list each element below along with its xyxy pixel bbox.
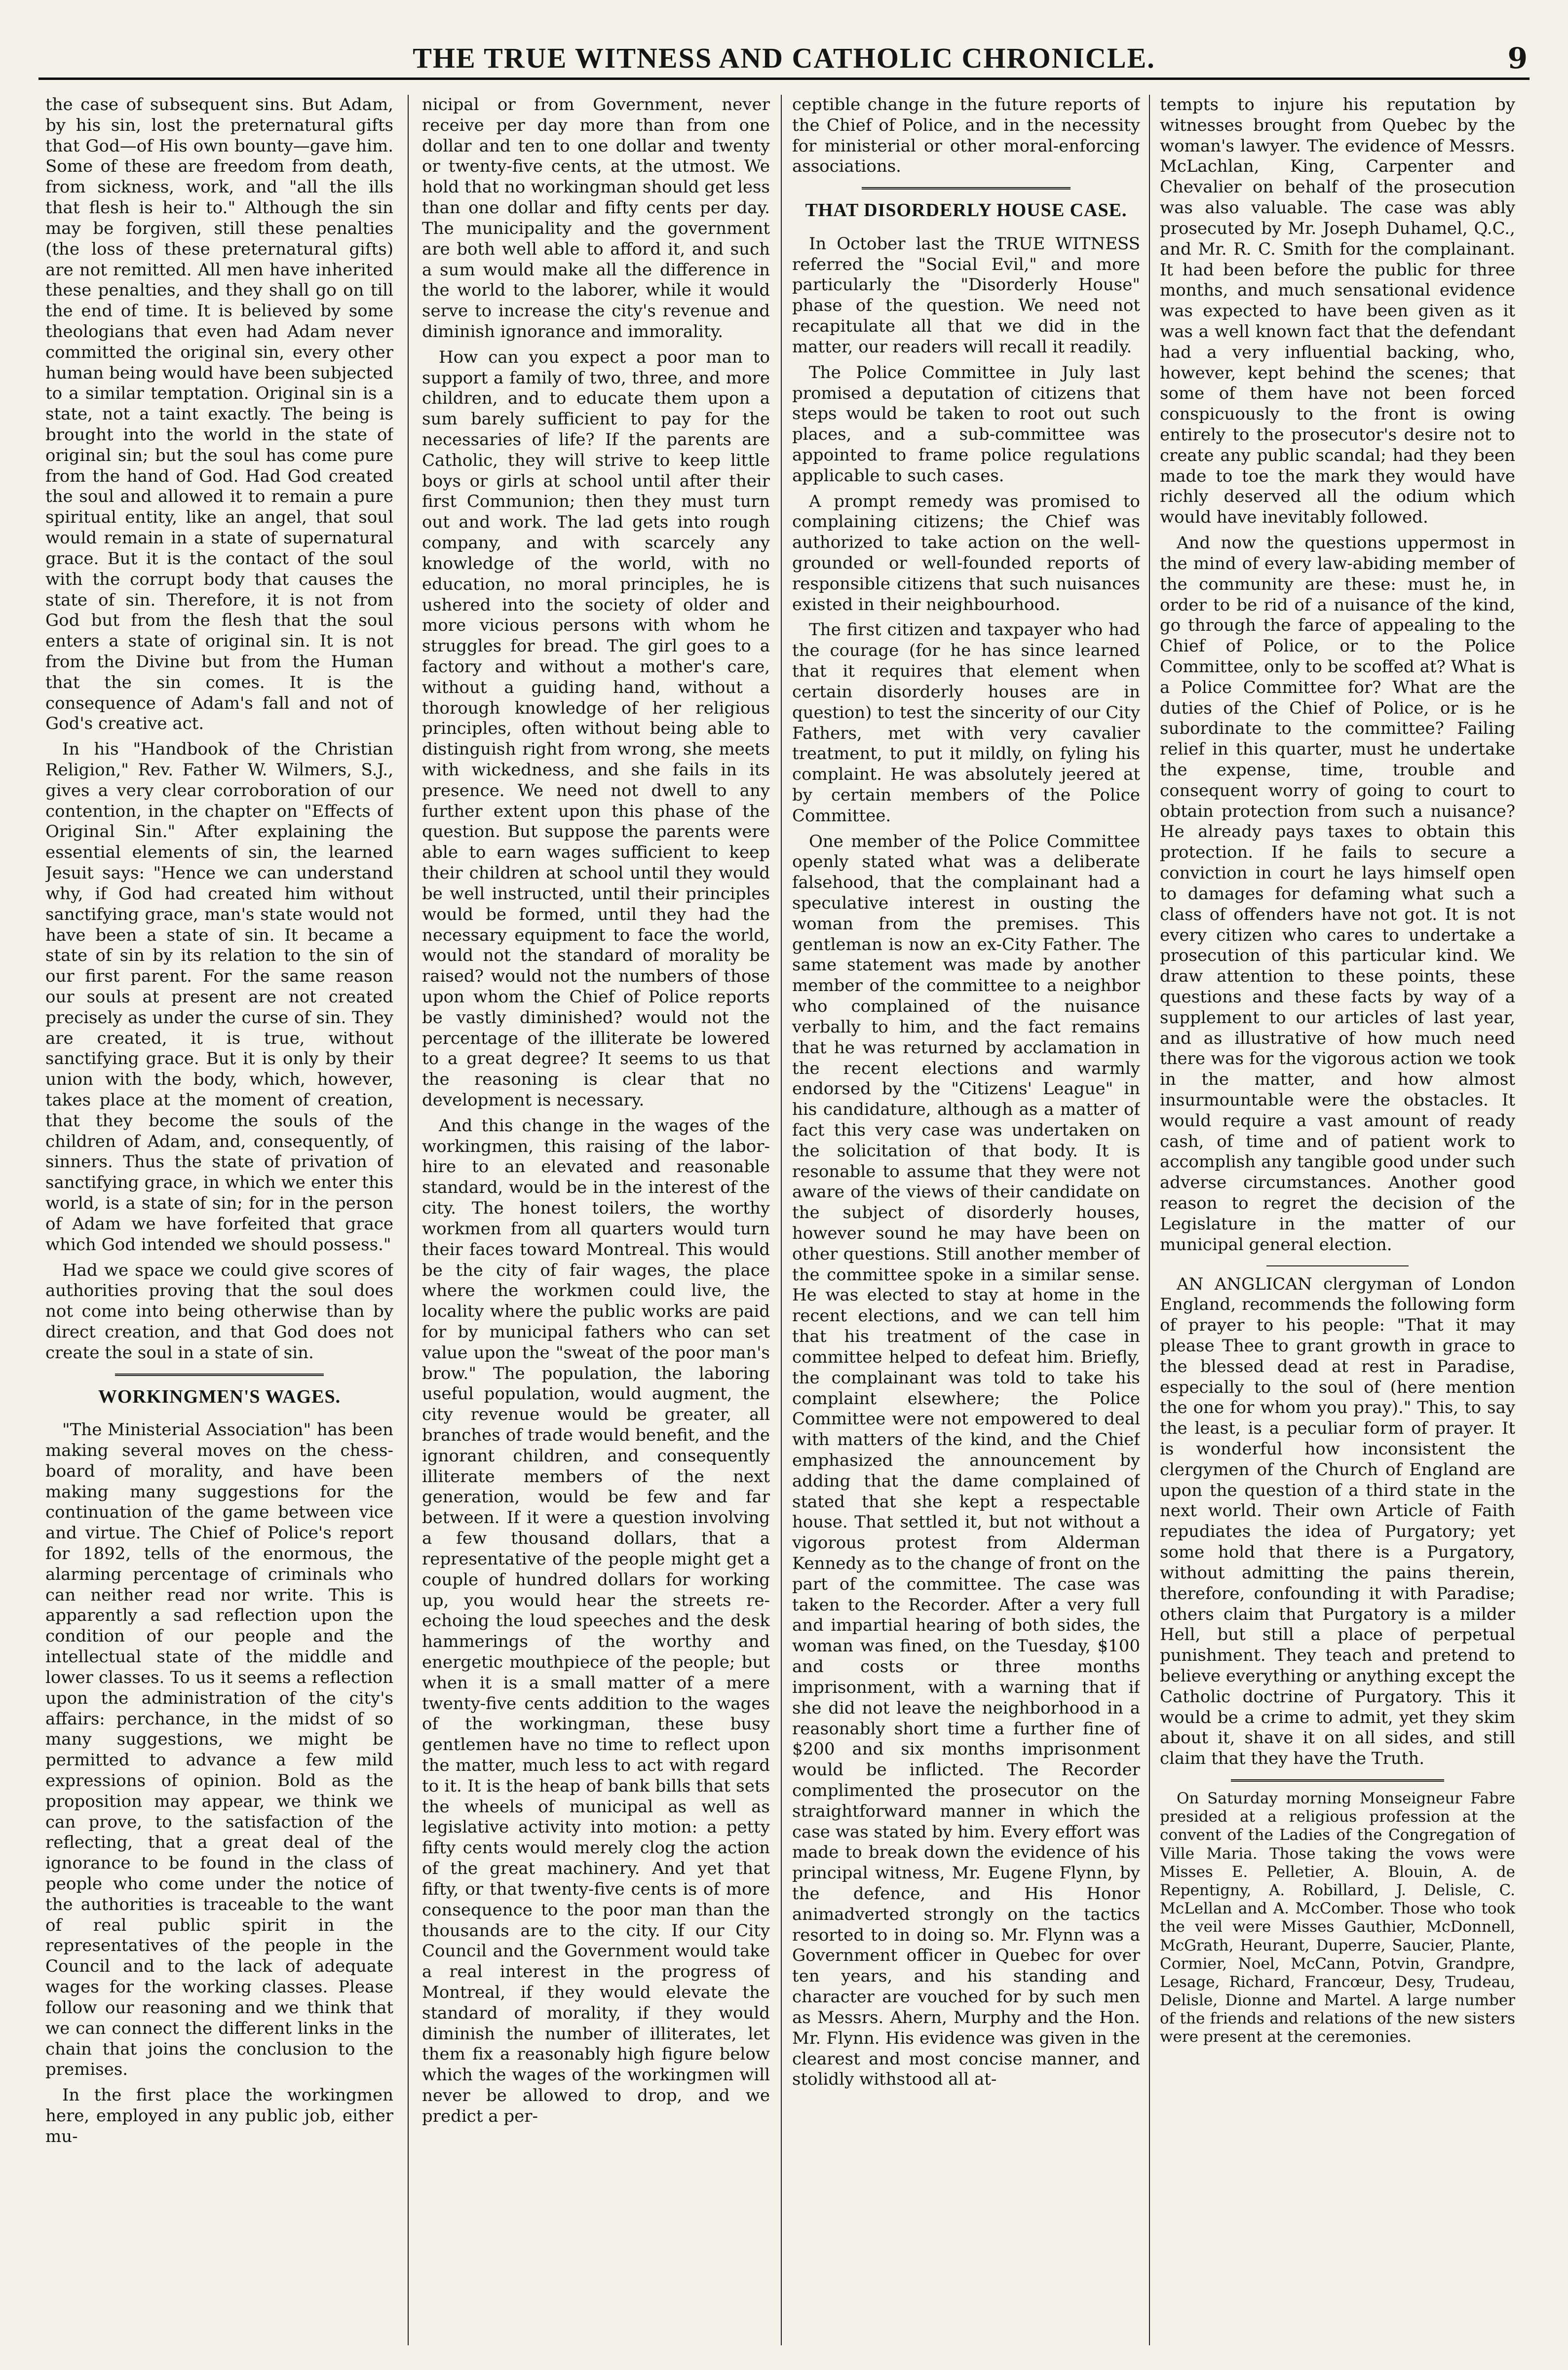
article-paragraph: tempts to injure his reputation by witnesses brought from Quebec by the woman's lawyer. The evidence of Messrs. McLachlan, King, Carpenter and Chevalier on behalf of the prosecution was also valuable. The case was ably prosecuted by Mr. Joseph Duhamel, Q.C., and Mr. R. C. Smith for the complainant. It had been before the public for three months, and much sensational evidence was expected to have been given as it was a well known fact that the defendant had a very influential backing, who, however, kept behind the scenes; that some of them have not been forced conspicuously to the front is owing entirely to the prosecutor's desire not to create any public scandal; had they been made to toe the mark they would have richly deserved all the odium which would have inevitably followed. xyxy=(1160,95,1515,528)
article-paragraph: In his "Handbook of the Christian Religion," Rev. Father W. Wilmers, S.J., gives a very clear corroboration of our contention, in the chapter on "Effects of Original Sin." After explaining the essential elements of sin, the learned Jesuit says: "Hence we can understand why, if God had created him without sanctifying grace, man's state would not have been a state of sin. It became a state of sin by its relation to the sin of our first parent. For the same reason our souls at present are not created precisely as under the curse of sin. They are created, it is true, without sanctifying grace. But it is only by their union with the body, which, however, takes place at the moment of creation, that they become the souls of the children of Adam, and, consequently, of sinners. Thus the state of privation of sanctifying grace, in which we enter this world, is a state of sin; for in the person of Adam we have forfeited that grace which God intended we should possess." xyxy=(45,739,393,1255)
column-rule xyxy=(781,95,782,2345)
article-paragraph: On Saturday morning Monseigneur Fabre presided at a religious profession at the convent of the Ladies of the Congregation of Ville Maria. Those taking the vows were Misses E. Pelletier, A. Blouin, A. de Repentigny, A. Robillard, J. Delisle, C. McLellan and A. McComber. Those who took the veil were Misses Gauthier, McDonnell, McGrath, Heurant, Duperre, Saucier, Plante, Cormier, Noel, McCann, Potvin, Grandpre, Lesage, Richard, Francœur, Desy, Trudeau, Delisle, Dionne and Martel. A large number of the friends and relations of the new sisters were present at the ceremonies. xyxy=(1160,1790,1515,2046)
column-4 xyxy=(1160,95,1515,2345)
article-paragraph: How can you expect a poor man to support a family of two, three, and more children, and to educate them upon a sum barely sufficient to pay for the necessaries of life? If the parents are Catholic, they will strive to keep little boys or girls at school until after their first Communion; then they must turn out and work. The lad gets into rough company, and with scarcely any knowledge of the world, with no education, no moral principles, he is ushered into the society of older and more vicious persons with whom he struggles for bread. The girl goes to a factory and without a mother's care, without a guiding hand, without a thorough knowledge of her religious principles, often without being able to distinguish right from wrong, she meets with wickedness, and she fails in its presence. We need not dwell to any further extent upon this phase of the question. But suppose the parents were able to earn wages sufficient to keep their children at school until they would be well instructed, until their principles would be formed, until they had the necessary equipment to face the world, would not the standard of morality be raised? would not the numbers of those upon whom the Chief of Police reports be vastly diminished? would not the percentage of the illiterate be lowered to a great degree? It seems to us that the reasoning is clear that no development is necessary. xyxy=(422,347,770,1110)
article-paragraph: AN ANGLICAN clergyman of London England, recommends the following form of prayer to his people: "That it may please Thee to grant growth in grace to the blessed dead at rest in Paradise, especially to the soul of (here mention the one for whom you pray)." This, to say the least, is a peculiar form of prayer. It is wonderful how inconsistent the clergymen of the Church of England are upon the question of a third state in the next world. Their own Article of Faith repudiates the idea of Purgatory; yet some hold that there is a Purgatory, without admitting the pains therein, therefore, confounding it with Paradise; others claim that Purgatory is a milder Hell, but still a place of perpetual punishment. They teach and pretend to believe everything or anything except the Catholic doctrine of Purgatory. This it would be a crime to admit, yet they skim about it, shave it on all sides, and still claim that they have the Truth. xyxy=(1160,1274,1515,1769)
section-divider xyxy=(115,1374,324,1376)
article-paragraph: the case of subsequent sins. But Adam, by his sin, lost the preternatural gifts that God—of His own bounty—gave him. Some of these are freedom from death, from sickness, work, and "all the ills that flesh is heir to." Although the sin may be forgiven, still these penalties (the loss of these preternatural gifts) are not remitted. All men have inherited these penalties, and they shall go on till the end of time. It is believed by some theologians that even had Adam never committed the original sin, every other human being would have been subjected to a similar temptation. Original sin is a state, not a taint exactly. The being is brought into the world in the state of original sin; but the soul has come pure from the hand of God. Had God created the soul and allowed it to remain a pure spiritual entity, like an angel, that soul would remain in a state of supernatural grace. But it is the contact of the soul with the corrupt body that causes the state of sin. Therefore, it is not from God but from the flesh that the soul enters a state of original sin. It is not from the Divine but from the Human that the sin comes. It is the consequence of Adam's fall and not of God's creative act. xyxy=(45,95,393,734)
article-paragraph: nicipal or from Government, never receive per day more than from one dollar and ten to one dollar and twenty or twenty-five cents, at the utmost. We hold that no workingman should get less than one dollar and fifty cents per day. The municipality and the government are both well able to afford it, and such a sum would make all the difference in the world to the laborer, while it would serve to increase the city's revenue and diminish ignorance and immorality. xyxy=(422,95,770,342)
article-paragraph: One member of the Police Committee openly stated what was a deliberate falsehood, that the complainant had a speculative interest in ousting the woman from the premises. This gentleman is now an ex-City Father. The same statement was made by another member of the committee to a neighbor who complained of the nuisance verbally to him, and the fact remains that he was returned by acclamation in the recent elections and warmly endorsed by the "Citizens' League" in his candidature, although as a matter of fact this very case was undertaken on the solicitation of that body. It is resonable to assume that they were not aware of the views of their candidate on the subject of disorderly houses, however sound he may have been on other questions. Still another member of the committee spoke in a similar sense. He was elected to stay at home in the recent elections, and we can tell him that his treatment of the case in committee helped to defeat him. Briefly, the complainant was told to take his complaint elsewhere; the Police Committee were not empowered to deal with matters of the kind, and the Chief emphasized the announcement by adding that the dame complained of stated that she kept a respectable house. That settled it, but not without a vigorous protest from Alderman Kennedy as to the change of front on the part of the committee. The case was taken to the Recorder. After a very full and impartial hearing of both sides, the woman was fined, on the Tuesday, $100 and costs or three months imprisonment, with a warning that if she did not leave the neighborhood in a reasonably short time a further fine of $200 and six months imprisonment would be inflicted. The Recorder complimented the prosecutor on the straightforward manner in which the case was stated by him. Every effort was made to break down the evidence of his principal witness, Mr. Eugene Flynn, by the defence, and His Honor animadverted strongly on the tactics resorted to in doing so. Mr. Flynn was a Government officer in Quebec for over ten years, and his standing and character are vouched for by such men as Messrs. Ahern, Murphy and the Hon. Mr. Flynn. His evidence was given in the clearest and most concise manner, and stolidly withstood all at- xyxy=(792,831,1140,2090)
headline-workingmens-wages: WORKINGMEN'S WAGES. xyxy=(98,1386,341,1407)
column-rule xyxy=(1149,95,1150,2345)
article-paragraph: The first citizen and taxpayer who had the courage (for he has since learned that it requires that element when certain disorderly houses are in question) to test the sincerity of our City Fathers, met with very cavalier treatment, to put it mildly, on fyling his complaint. He was absolutely jeered at by certain members of the Police Committee. xyxy=(792,620,1140,826)
column-rule xyxy=(408,95,409,2345)
section-divider xyxy=(862,187,1071,190)
article-paragraph: In the first place the workingmen here, employed in any public job, either mu- xyxy=(45,2085,393,2146)
article-paragraph: And this change in the wages of the workingmen, this raising of the labor-hire to an elevated and reasonable standard, would be in the interest of the city. The honest toilers, the worthy workmen from all quarters would turn their faces toward Montreal. This would be the city of fair wages, the place where the workmen could live, the locality where the public works are paid for by municipal fathers who can set value upon the "sweat of the poor man's brow." The population, the laboring useful population, would augment, the city revenue would be greater, all branches of trade would benefit, and the ignorant children, and consequently illiterate members of the next generation, would be few and far between. If it were a question involving a few thousand dollars, that a representative of the people might get a couple of hundred dollars for working up, you would hear the streets re-echoing the loud speeches and the desk hammerings of the worthy and energetic mouthpiece of the people; but when it is a small matter of a mere twenty-five cents addition to the wages of the workingman, these busy gentlemen have no time to reflect upon the matter, much less to act with regard to it. It is the heap of bank bills that sets the wheels of municipal as well as legislative activity into motion: a petty fifty cents would merely clog the action of the great machinery. And yet that fifty, or that twenty-five cents is of more consequence to the poor man than the thousands are to the city. If our City Council and the Government would take a real interest in the progress of Montreal, if they would elevate the standard of morality, if they would diminish the number of illiterates, let them fix a reasonably high figure below which the wages of the workingmen will never be allowed to drop, and we predict a per- xyxy=(422,1115,770,2126)
section-divider xyxy=(1231,1779,1444,1782)
section-divider xyxy=(1266,1265,1409,1266)
headline-disorderly-house-case: THAT DISORDERLY HOUSE CASE. xyxy=(805,200,1127,221)
article-paragraph: And now the questions uppermost in the mind of every law-abiding member of the community are these: must he, in order to be rid of a nuisance of the kind, go through the farce of appealing to the Chief of Police, or to the Police Committee, only to be scoffed at? What is a Police Committee for? What are the duties of the Chief of Police, or is he subordinate to the committee? Failing relief in this quarter, must he undertake the expense, time, trouble and consequent worry of going to court to obtain protection from such a nuisance? He already pays taxes to obtain this protection. If he fails to secure a conviction in court he lays himself open to damages for defaming what such a class of offenders have not got. It is not every citizen who cares to undertake a prosecution of this particular kind. We draw attention to these points, these questions and these facts by way of a supplement to our articles of last year, and as illustrative of how much need there was for the vigorous action we took in the matter, and how almost insurmountable were the obstacles. It would require a vast amount of ready cash, of time and of patient work to accomplish any tangible good under such adverse circumstances. Another good reason to regret the decision of the Legislature in the matter of our municipal general election. xyxy=(1160,533,1515,1255)
masthead-rule xyxy=(38,77,1530,80)
article-paragraph: A prompt remedy was promised to complaining citizens; the Chief was authorized to take action on the well-grounded or well-founded reports of responsible citizens that such nuisances existed in their neighbourhood. xyxy=(792,491,1140,614)
article-paragraph: ceptible change in the future reports of the Chief of Police, and in the necessity for ministerial or other moral-enforcing associations. xyxy=(792,95,1140,177)
article-paragraph: The Police Committee in July last promised a deputation of citizens that steps would be taken to root out such places, and a sub-committee was appointed to frame police regulations applicable to such cases. xyxy=(792,362,1140,486)
column-3 xyxy=(792,95,1140,2345)
column-2 xyxy=(422,95,770,2345)
page-number: 9 xyxy=(1507,41,1528,75)
article-paragraph: In October last the TRUE WITNESS referred the "Social Evil," and more particularly the "Disorderly House" phase of the question. We need not recapitulate all that we did in the matter, our readers will recall it readily. xyxy=(792,233,1140,357)
column-1 xyxy=(45,95,393,2345)
masthead xyxy=(0,0,1568,79)
notice-block xyxy=(1160,1790,1515,2047)
article-paragraph: "The Ministerial Association" has been making several moves on the chess-board of morality, and have been making many suggestions for the continuation of the game between vice and virtue. The Chief of Police's report for 1892, tells of the enormous, the alarming percentage of criminals who can neither read nor write. This is apparently a sad reflection upon the condition of our people and the intellectual state of the middle and lower classes. To us it seems a reflection upon the administration of the city's affairs: perchance, in the midst of so many suggestions, we might be permitted to advance a few mild expressions of opinion. Bold as the proposition may appear, we think we can prove, to the satisfaction of the reflecting, that a great deal of the ignorance to be found in the class of people who come under the notice of the authorities is traceable to the want of real public spirit in the representatives of the people in the Council and to the lack of adequate wages for the working classes. Please follow our reasoning and we think that we can connect the different links in the chain that joins the conclusion to the premises. xyxy=(45,1420,393,2080)
newspaper-title: THE TRUE WITNESS AND CATHOLIC CHRONICLE. xyxy=(413,42,1155,74)
article-paragraph: Had we space we could give scores of authorities proving that the soul does not come into being otherwise than by direct creation, and that God does not create the soul in a state of sin. xyxy=(45,1260,393,1363)
